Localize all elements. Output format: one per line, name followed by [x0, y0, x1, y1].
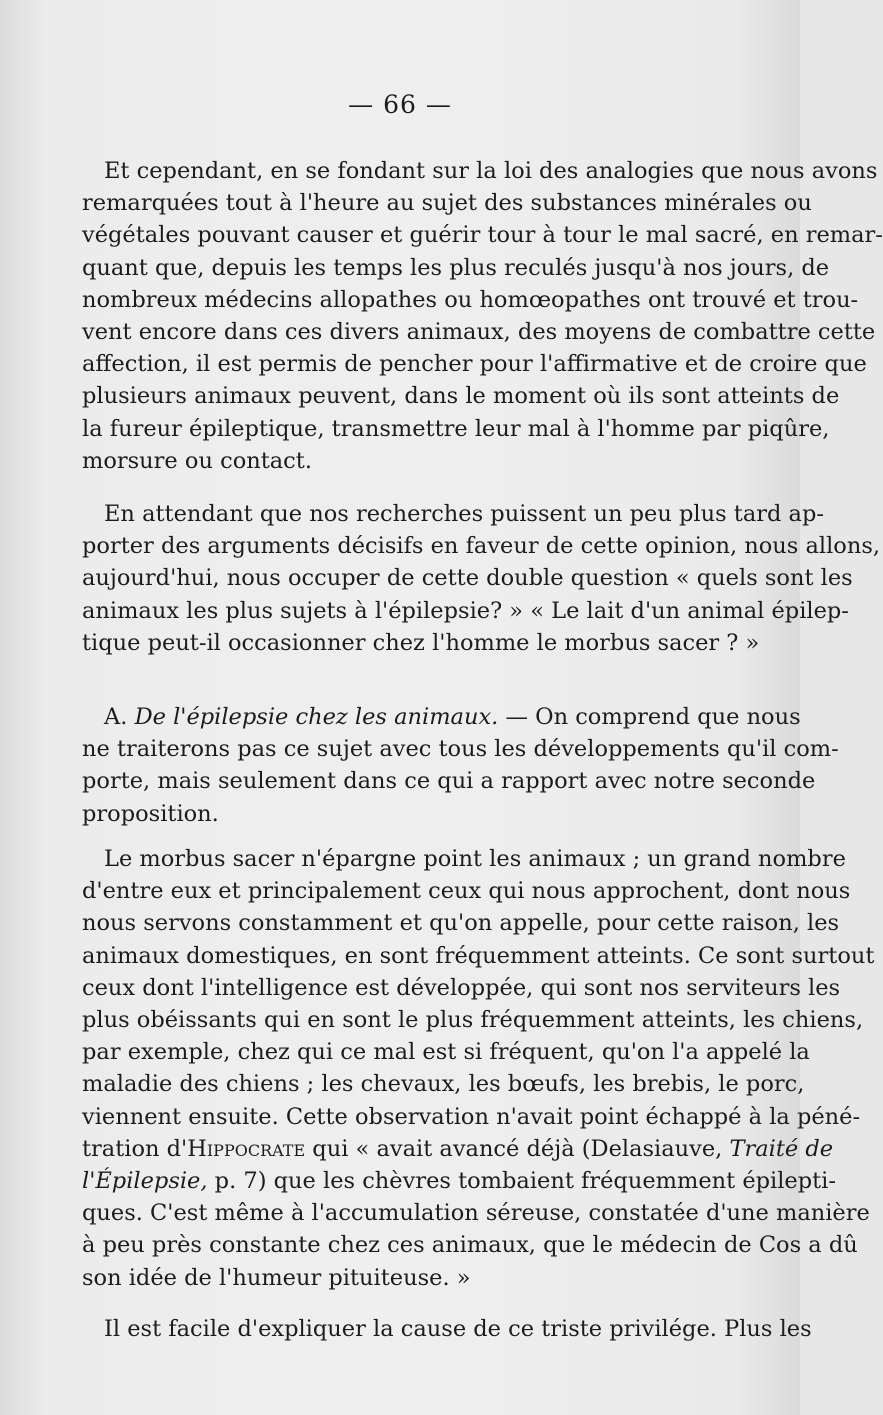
- text-line: son idée de l'humeur pituiteuse. »: [82, 1264, 471, 1291]
- section-letter: A.: [104, 704, 128, 730]
- text-line: Le morbus sacer n'épargne point les animaux ; un grand nombre: [104, 846, 846, 872]
- section-title: De l'épilepsie chez les animaux.: [134, 704, 499, 730]
- text-line: tique peut-il occasionner chez l'homme le morbus sacer ? »: [82, 629, 760, 656]
- text-line: aujourd'hui, nous occuper de cette double question « quels sont les: [82, 565, 853, 592]
- text-line: à peu près constante chez ces animaux, que le médecin de Cos a dû: [82, 1232, 858, 1259]
- text-line: En attendant que nos recherches puissent un peu plus tard ap-: [104, 501, 824, 527]
- text-line: ques. C'est même à l'accumulation séreuse, constatée d'une manière: [82, 1200, 870, 1227]
- author-name: Hippocrate: [187, 1135, 306, 1162]
- text-fragment: p. 7) que les chèvres tombaient fréquemment épilepti-: [207, 1168, 836, 1195]
- treatise-line: [82, 1165, 836, 1197]
- text-line: Il est facile d'expliquer la cause de ce triste privilége. Plus les: [104, 1316, 812, 1342]
- text-line: animaux les plus sujets à l'épilepsie? » « Le lait d'un animal épilep-: [82, 597, 849, 624]
- text-line: morsure ou contact.: [82, 447, 312, 474]
- text-line: nous servons constamment et qu'on appelle, pour cette raison, les: [82, 910, 840, 937]
- text-line: proposition.: [82, 800, 219, 827]
- page-number: — 66 —: [348, 90, 452, 119]
- text-line: viennent ensuite. Cette observation n'avait point échappé à la péné-: [82, 1103, 861, 1130]
- text-line: d'entre eux et principalement ceux qui nous approchent, dont nous: [82, 878, 851, 905]
- treatise-title-continued: l'Épilepsie,: [82, 1168, 208, 1195]
- hippocrate-line: [82, 1133, 834, 1165]
- text-fragment: tration d': [82, 1135, 188, 1162]
- section-heading-line: [82, 701, 801, 733]
- text-line: nombreux médecins allopathes ou homœopathes ont trouvé et trou-: [82, 286, 859, 313]
- section-heading-continuation: — On comprend que nous: [498, 704, 801, 730]
- text-line: la fureur épileptique, transmettre leur mal à l'homme par piqûre,: [82, 415, 830, 442]
- text-line: remarquées tout à l'heure au sujet des substances minérales ou: [82, 190, 812, 217]
- text-line: plus obéissants qui en sont le plus fréquemment atteints, les chiens,: [82, 1007, 864, 1034]
- paragraph-1: [82, 155, 883, 477]
- text-line: ne traiterons pas ce sujet avec tous les développements qu'il com-: [82, 736, 839, 763]
- section-a-paragraph: [82, 701, 839, 830]
- text-line: végétales pouvant causer et guérir tour à tour le mal sacré, en remar-: [82, 222, 883, 249]
- text-line: Et cependant, en se fondant sur la loi des analogies que nous avons: [104, 158, 878, 184]
- text-line: porte, mais seulement dans ce qui a rapport avec notre seconde: [82, 768, 816, 795]
- text-line: par exemple, chez qui ce mal est si fréquent, qu'on l'a appelé la: [82, 1039, 810, 1066]
- text-line: quant que, depuis les temps les plus reculés jusqu'à nos jours, de: [82, 254, 830, 281]
- text-line: porter des arguments décisifs en faveur de cette opinion, nous allons,: [82, 533, 881, 560]
- paragraph-5: [82, 1313, 812, 1345]
- text-line: ceux dont l'intelligence est développée, qui sont nos serviteurs les: [82, 974, 841, 1001]
- text-line: affection, il est permis de pencher pour l'affirmative et de croire que: [82, 351, 867, 378]
- text-line: plusieurs animaux peuvent, dans le moment où ils sont atteints de: [82, 383, 840, 410]
- text-line: animaux domestiques, en sont fréquemment atteints. Ce sont surtout: [82, 942, 875, 969]
- paragraph-2: [82, 498, 881, 659]
- paragraph-4: [82, 843, 875, 1294]
- text-line: vent encore dans ces divers animaux, des moyens de combattre cette: [82, 319, 876, 346]
- treatise-title: Traité de: [729, 1135, 834, 1162]
- text-fragment: qui « avait avancé déjà (Delasiauve,: [305, 1135, 730, 1162]
- text-line: maladie des chiens ; les chevaux, les bœufs, les brebis, le porc,: [82, 1071, 805, 1098]
